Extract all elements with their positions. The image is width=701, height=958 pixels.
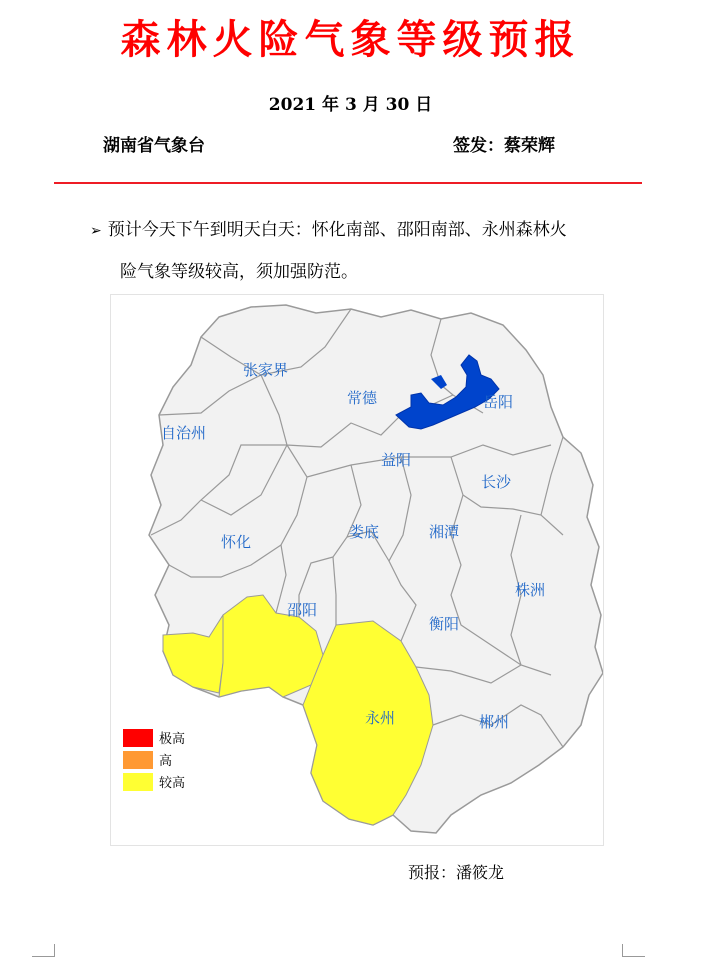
forecast-text-line-1: ➢ 预计今天下午到明天白天：怀化南部、邵阳南部、永州森林火 xyxy=(90,220,567,240)
city-label-yueyang: 岳阳 xyxy=(483,393,514,411)
forecaster: 预报：潘筱龙 xyxy=(408,863,505,882)
legend-swatch-high xyxy=(123,751,153,769)
city-label-shaoyang: 邵阳 xyxy=(287,601,318,619)
city-label-zhuzhou: 株洲 xyxy=(515,581,546,599)
signer: 签发：蔡荣辉 xyxy=(453,136,555,156)
legend-label-high: 高 xyxy=(159,754,173,769)
city-label-loudi: 娄底 xyxy=(349,523,380,541)
hunan-fire-risk-map xyxy=(110,294,604,846)
city-label-changde: 常德 xyxy=(347,389,378,407)
legend-label-moderate-high: 较高 xyxy=(159,776,186,791)
city-label-zizhizhou: 自治州 xyxy=(161,424,207,442)
page-corner-mark-left xyxy=(32,944,55,957)
city-label-changsha: 长沙 xyxy=(481,473,512,491)
page-corner-mark-right xyxy=(622,944,645,957)
header-divider xyxy=(54,182,642,184)
city-label-chenzhou: 郴州 xyxy=(479,713,510,731)
issuer: 湖南省气象台 xyxy=(103,136,205,156)
map-legend xyxy=(123,729,185,791)
legend-label-extreme: 极高 xyxy=(159,732,186,747)
city-label-yiyang: 益阳 xyxy=(381,451,412,469)
map-svg xyxy=(111,295,603,845)
city-label-hengyang: 衡阳 xyxy=(429,615,460,633)
city-label-xiangtan: 湘潭 xyxy=(429,523,460,541)
forecast-text-line-2: 险气象等级较高，须加强防范。 xyxy=(120,262,358,282)
city-label-yongzhou: 永州 xyxy=(365,709,396,727)
city-label-zhangjiajie: 张家界 xyxy=(243,361,289,379)
city-label-huaihua: 怀化 xyxy=(221,533,252,551)
legend-swatch-moderate-high xyxy=(123,773,153,791)
legend-swatch-extreme xyxy=(123,729,153,747)
page-title: 森林火险气象等级预报 xyxy=(120,16,581,63)
issue-date: 2021 年 3 月 30 日 xyxy=(268,95,433,115)
bullet-arrow-icon: ➢ xyxy=(90,223,102,239)
